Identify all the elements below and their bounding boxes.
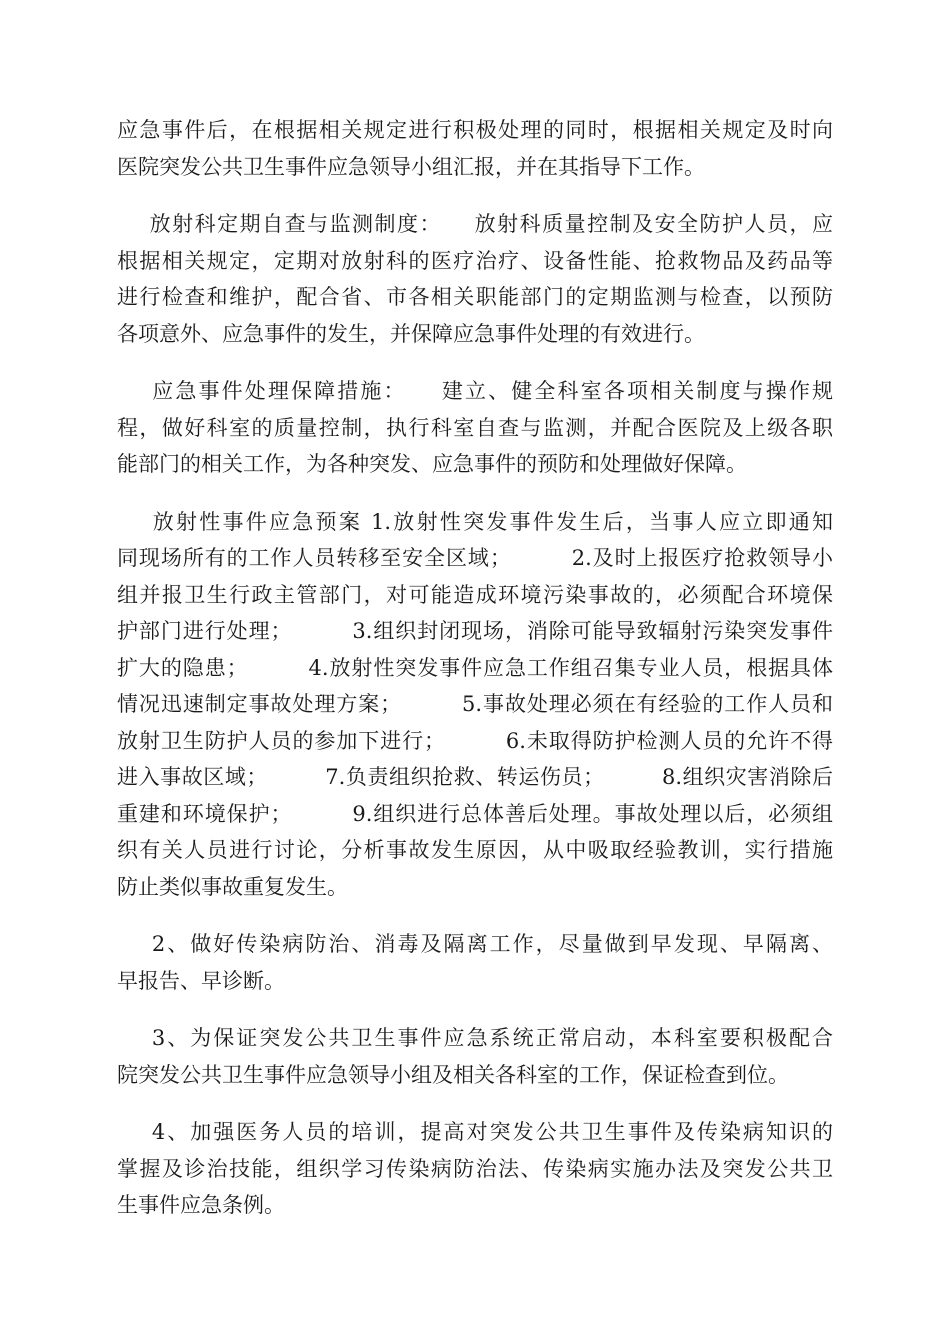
- text-line: 放射卫生防护人员的参加下进行； 6.未取得防护检测人员的允许不得: [117, 728, 833, 753]
- text-line: 情况迅速制定事故处理方案； 5.事故处理必须在有经验的工作人员和: [117, 692, 833, 716]
- text-line: 生事件应急条例。: [117, 1193, 285, 1217]
- paragraph-3: [117, 373, 833, 483]
- paragraph-4: [117, 504, 833, 906]
- text-line: 进入事故区域； 7.负责组织抢救、转运伤员； 8.组织灾害消除后: [117, 765, 833, 789]
- text-line: 能部门的相关工作，为各种突发、应急事件的预防和处理做好保障。: [117, 452, 747, 476]
- text-line: 2、做好传染病防治、消毒及隔离工作，尽量做到早发现、早隔离、: [117, 932, 833, 956]
- paragraph-7: [117, 1114, 833, 1224]
- text-line: 掌握及诊治技能，组织学习传染病防治法、传染病实施办法及突发公共卫: [117, 1156, 833, 1181]
- text-line: 重建和环境保护； 9.组织进行总体善后处理。事故处理以后，必须组: [117, 801, 833, 826]
- text-line: 放射科定期自查与监测制度： 放射科质量控制及安全防护人员，应: [117, 212, 833, 236]
- text-line: 织有关人员进行讨论，分析事故发生原因，从中吸取经验教训，实行措施: [117, 838, 833, 862]
- paragraph-6: [117, 1020, 833, 1093]
- text-line: 应急事件后，在根据相关规定进行积极处理的同时，根据相关规定及时向: [117, 118, 833, 142]
- text-line: 4、加强医务人员的培训，提高对突发公共卫生事件及传染病知识的: [117, 1120, 833, 1144]
- paragraph-2: [117, 206, 833, 352]
- text-line: 程，做好科室的质量控制，执行科室自查与监测，并配合医院及上级各职: [117, 415, 833, 440]
- text-line: 各项意外、应急事件的发生，并保障应急事件处理的有效进行。: [117, 321, 705, 346]
- text-line: 放射性事件应急预案 1.放射性突发事件发生后，当事人应立即通知: [117, 509, 833, 534]
- paragraph-5: [117, 926, 833, 999]
- text-line: 同现场所有的工作人员转移至安全区域； 2.及时上报医疗抢救领导小: [117, 546, 833, 570]
- text-line: 进行检查和维护，配合省、市各相关职能部门的定期监测与检查，以预防: [117, 285, 833, 309]
- text-line: 根据相关规定，定期对放射科的医疗治疗、设备性能、抢救物品及药品等: [117, 248, 833, 273]
- text-line: 扩大的隐患； 4.放射性突发事件应急工作组召集专业人员，根据具体: [117, 655, 833, 680]
- text-line: 防止类似事故重复发生。: [117, 874, 348, 899]
- text-line: 应急事件处理保障措施： 建立、健全科室各项相关制度与操作规: [117, 379, 833, 403]
- text-line: 院突发公共卫生事件应急领导小组及相关各科室的工作，保证检查到位。: [117, 1062, 789, 1087]
- text-line: 组并报卫生行政主管部门，对可能造成环境污染事故的，必须配合环境保: [117, 582, 833, 607]
- text-line: 护部门进行处理； 3.组织封闭现场，消除可能导致辐射污染突发事件: [117, 619, 833, 643]
- paragraph-1: [117, 112, 833, 185]
- text-line: 医院突发公共卫生事件应急领导小组汇报，并在其指导下工作。: [117, 154, 705, 179]
- document-page: [117, 112, 833, 1245]
- text-line: 3、为保证突发公共卫生事件应急系统正常启动，本科室要积极配合: [117, 1026, 833, 1050]
- text-line: 早报告、早诊断。: [117, 968, 285, 993]
